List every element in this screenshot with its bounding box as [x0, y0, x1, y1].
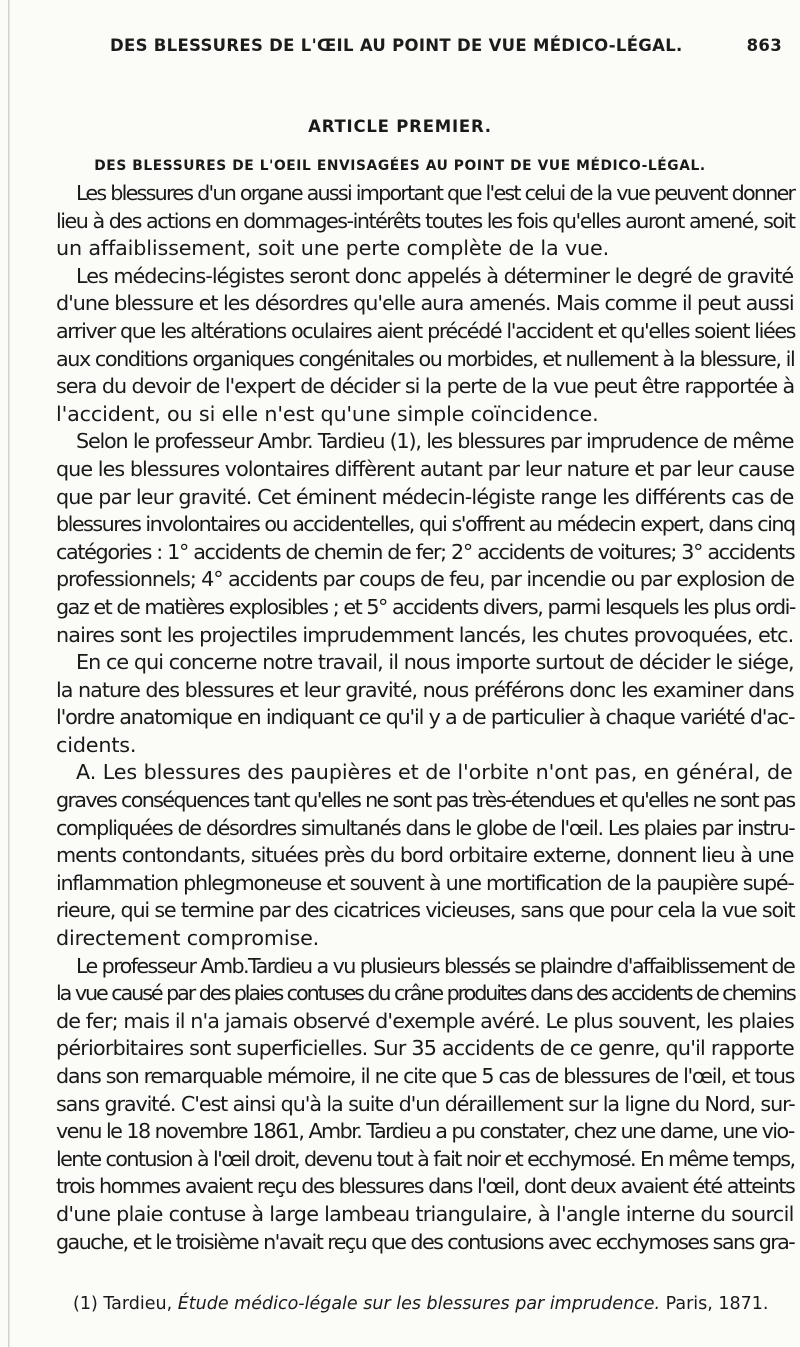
footnote-prefix: (1) Tardieu,	[73, 1294, 178, 1314]
text-line: gaz et de matières explosibles ; et 5° accidents divers, parmi lesquels les plus ordi-	[56, 594, 795, 619]
text-line: arriver que les altérations oculaires aient précédé l'accident et qu'elles soient liées	[56, 318, 796, 343]
footnote-title: Étude médico-légale sur les blessures par imprudence.	[177, 1294, 661, 1314]
text-line: venu le 18 novembre 1861, Ambr. Tardieu a pu constater, chez une dame, une vio-	[56, 1119, 794, 1144]
text-line: directement compromise.	[56, 926, 320, 951]
text-line: catégories : 1° accidents de chemin de fer; 2° accidents de voitures; 3° accidents	[56, 539, 795, 564]
binding-edge	[8, 0, 10, 1347]
text-line: A. Les blessures des paupières et de l'orbite n'ont pas, en général, de	[76, 760, 793, 785]
text-line: trois hommes avaient reçu des blessures dans l'œil, dont deux avaient été atteints	[56, 1174, 795, 1199]
running-header	[110, 36, 782, 55]
text-line: sera du devoir de l'expert de décider si la perte de la vue peut être rapportée à	[56, 374, 795, 399]
text-line: Les médecins-légistes seront donc appelés à déterminer le degré de gravité	[76, 263, 794, 288]
text-line: En ce qui concerne notre travail, il nous importe surtout de décider le siége,	[76, 650, 794, 675]
text-line: lente contusion à l'œil droit, devenu tout à fait noir et ecchymosé. En même temps,	[56, 1146, 795, 1171]
text-line: Le professeur Amb.Tardieu a vu plusieurs blessés se plaindre d'affaiblissement de	[76, 953, 795, 978]
text-line: aux conditions organiques congénitales ou morbides, et nullement à la blessure, il	[56, 346, 795, 371]
text-line: ments contondants, situées près du bord orbitaire externe, donnent lieu à une	[56, 843, 794, 868]
text-line: d'une plaie contuse à large lambeau triangulaire, à l'angle interne du sourcil	[56, 1201, 794, 1226]
text-line: Les blessures d'un organe aussi important que l'est celui de la vue peuvent donner	[76, 181, 795, 205]
text-line: la nature des blessures et leur gravité, nous préférons donc les examiner dans	[56, 677, 794, 702]
text-line: de fer; mais il n'a jamais observé d'exemple avéré. Le plus souvent, les plaies	[56, 1008, 794, 1033]
text-line: inflammation phlegmoneuse et souvent à une mortification de la paupière supé-	[56, 870, 794, 895]
text-line: la vue causé par des plaies contuses du crâne produites dans des accidents de chemins	[56, 981, 795, 1006]
text-line: que par leur gravité. Cet éminent médecin-légiste range les différents cas de	[56, 484, 794, 509]
text-line: Selon le professeur Ambr. Tardieu (1), les blessures par imprudence de même	[76, 429, 794, 454]
page-number: 863	[746, 36, 782, 55]
article-title: ARTICLE PREMIER.	[308, 117, 492, 136]
text-line: d'une blessure et les désordres qu'elle aura amenés. Mais comme il peut aussi	[56, 291, 794, 316]
footnote	[73, 1293, 783, 1315]
text-line: blessures involontaires ou accidentelles, qui s'offrent au médecin expert, dans cinq	[56, 512, 795, 537]
text-line: lieu à des actions en dommages-intérêts toutes les fois qu'elles auront amené, soit	[56, 208, 795, 233]
text-line: rieure, qui se termine par des cicatrices vicieuses, sans que pour cela la vue soit	[56, 898, 795, 923]
text-line: dans son remarquable mémoire, il ne cite que 5 cas de blessures de l'œil, et tous	[56, 1064, 795, 1088]
text-line: l'ordre anatomique en indiquant ce qu'il y a de particulier à chaque variété d'ac-	[56, 705, 795, 730]
text-line: naires sont les projectiles imprudemment lancés, les chutes provoquées, etc.	[56, 622, 794, 647]
running-title: DES BLESSURES DE L'ŒIL AU POINT DE VUE MÉDICO-LÉGAL.	[110, 36, 683, 55]
text-line: sans gravité. C'est ainsi qu'à la suite d'un déraillement sur la ligne du Nord, sur-	[56, 1091, 795, 1116]
text-line: un affaiblissement, soit une perte complète de la vue.	[56, 236, 610, 261]
body-text	[56, 180, 796, 1256]
text-line: professionnels; 4° accidents par coups de feu, par incendie ou par explosion de	[56, 567, 794, 592]
text-line: compliquées de désordres simultanés dans le globe de l'œil. Les plaies par instru-	[56, 815, 795, 840]
text-line: périorbitaires sont superficielles. Sur 35 accidents de ce genre, qu'il rapporte	[56, 1036, 794, 1061]
text-line: cidents.	[56, 732, 137, 757]
text-line: que les blessures volontaires diffèrent autant par leur nature et par leur cause	[56, 456, 794, 481]
text-line: graves conséquences tant qu'elles ne sont pas très-étendues et qu'elles ne sont pas	[56, 788, 795, 813]
section-title: DES BLESSURES DE L'OEIL ENVISAGÉES AU POINT DE VUE MÉDICO-LÉGAL.	[94, 158, 706, 174]
text-line: gauche, et le troisième n'avait reçu que des contusions avec ecchymoses sans gra-	[56, 1229, 795, 1254]
footnote-suffix: Paris, 1871.	[660, 1294, 769, 1314]
text-line: l'accident, ou si elle n'est qu'une simple coïncidence.	[56, 401, 599, 426]
